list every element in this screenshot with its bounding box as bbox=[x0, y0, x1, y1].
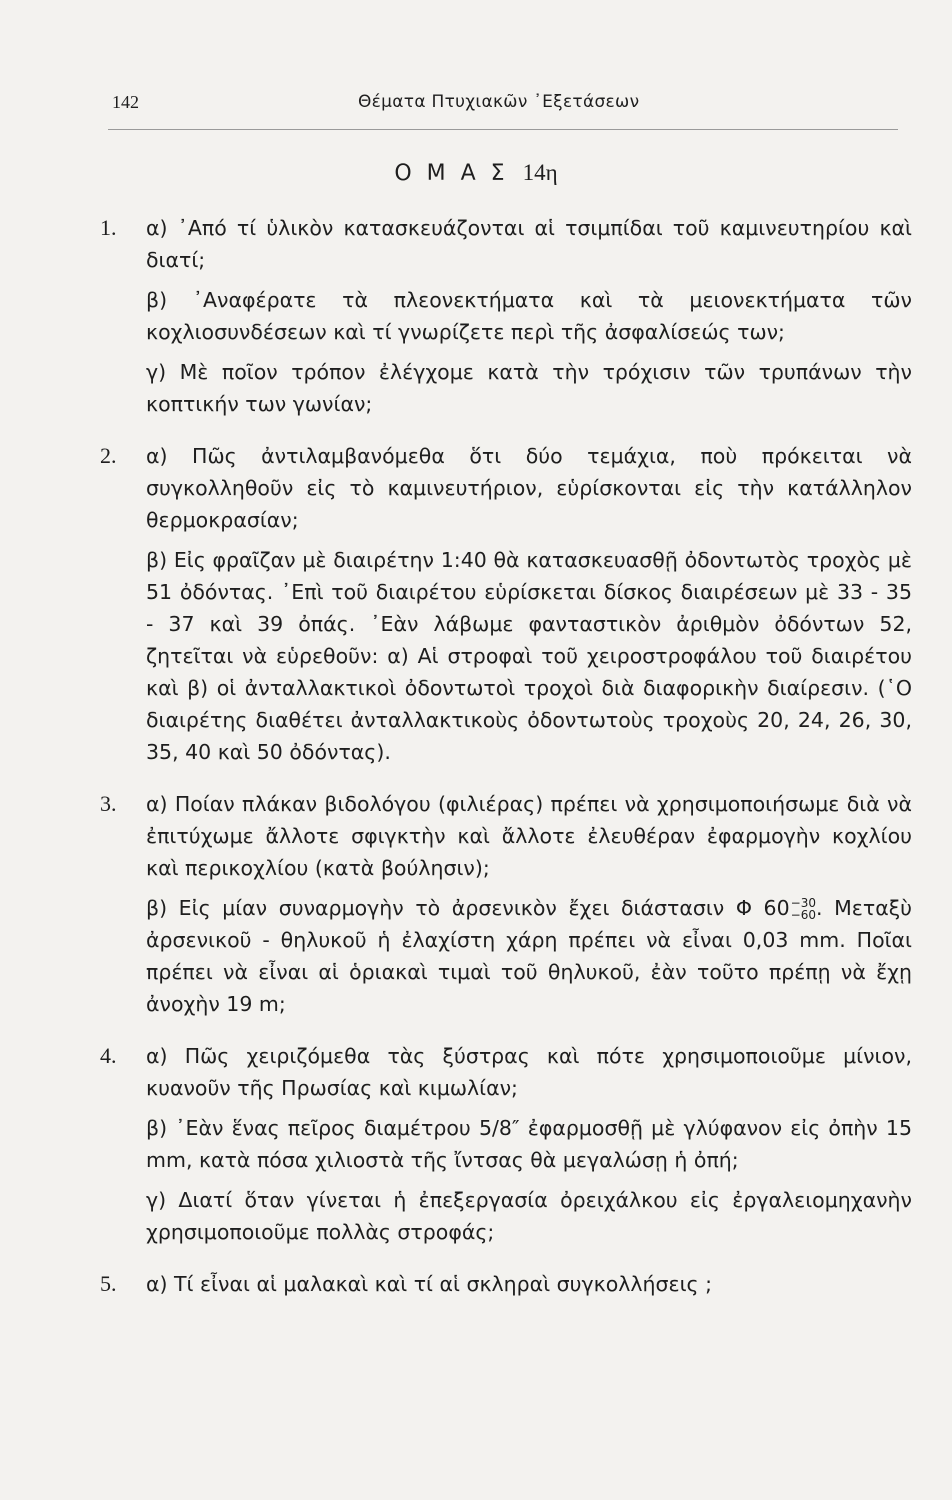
page-header bbox=[108, 92, 883, 120]
tolerance bbox=[791, 897, 816, 921]
header-rule bbox=[108, 129, 898, 130]
question-4 bbox=[100, 1040, 912, 1248]
question-4-part-a: α) Πῶς χειριζόμεθα τὰς ξύστρας καὶ πότε χρησιμοποιοῦμε μίνιον, κυανοῦν τῆς Πρωσίας καὶ κιμωλίαν; bbox=[146, 1044, 912, 1100]
question-number: 2. bbox=[100, 443, 117, 468]
tolerance-upper: −30 bbox=[790, 896, 816, 910]
question-1-part-c: γ) Μὲ ποῖον τρόπον ἐλέγχομε κατὰ τὴν τρόχισιν τῶν τρυπάνων τὴν κοπτικήν των γωνίαν; bbox=[146, 360, 912, 416]
tolerance-lower: −60 bbox=[790, 908, 816, 922]
question-4-part-c: γ) Διατί ὅταν γίνεται ἡ ἐπεξεργασία ὀρειχάλκου εἰς ἐργαλειομηχανὴν χρησιμοποιοῦμε πολλὰς στροφάς; bbox=[146, 1188, 912, 1244]
question-4-part-b: β) ᾿Εὰν ἕνας πεῖρος διαμέτρου 5/8″ ἐφαρμοσθῇ μὲ γλύφανον εἰς ὀπὴν 15 mm, κατὰ πόσα χιλιοστὰ τῆς ἴντσας θὰ μεγαλώσῃ ἡ ὀπή; bbox=[146, 1116, 912, 1172]
group-title bbox=[0, 160, 952, 186]
question-number: 4. bbox=[100, 1043, 117, 1068]
question-2-part-b: β) Εἰς φραῖζαν μὲ διαιρέτην 1:40 θὰ κατασκευασθῇ ὀδοντωτὸς τροχὸς μὲ 51 ὀδόντας. ᾿Επὶ τοῦ διαιρέτου εὑρίσκεται δίσκος διαιρέσεων μὲ 33 - 35 - 37 καὶ 39 ὀπάς. ᾿Εὰν λάβωμε φανταστικὸν ἀριθμὸν ὀδόντων 52, ζητεῖται νὰ εὑρεθοῦν: α) Αἱ στροφαὶ τοῦ χειροστροφάλου τοῦ διαιρέτου καὶ β) οἱ ἀνταλλακτικοὶ ὀδοντωτοὶ τροχοὶ διὰ διαφορικὴν διαίρεσιν. (῾Ο διαιρέτης διαθέτει ἀνταλλακτικοὺς ὀδοντωτοὺς τροχοὺς 20, 24, 26, 30, 35, 40 καὶ 50 ὀδόντας). bbox=[146, 548, 912, 764]
running-title: Θέματα Πτυχιακῶν ᾿Εξετάσεων bbox=[358, 92, 640, 112]
question-2 bbox=[100, 440, 912, 768]
question-3-part-b-lead: β) Εἰς μίαν συναρμογὴν τὸ ἀρσενικὸν ἔχει διάστασιν Φ 60 bbox=[146, 896, 790, 920]
question-5 bbox=[100, 1268, 912, 1300]
question-3-part-b-rest: . Μεταξὺ ἀρσενικοῦ - θηλυκοῦ ἡ ἐλαχίστη χάρη πρέπει νὰ εἶναι 0,03 mm. Ποῖαι πρέπει νὰ εἶναι αἱ ὁριακαὶ τιμαὶ τοῦ θηλυκοῦ, ἐὰν τοῦτο πρέπῃ νὰ ἔχῃ ἀνοχὴν 19 m; bbox=[146, 896, 912, 1016]
question-list bbox=[100, 212, 912, 1320]
question-1 bbox=[100, 212, 912, 420]
question-3-part-b bbox=[146, 892, 912, 1020]
group-title-number: 14η bbox=[522, 160, 558, 185]
question-number: 5. bbox=[100, 1271, 117, 1296]
question-3 bbox=[100, 788, 912, 1020]
group-title-label: Ο Μ Α Σ bbox=[394, 161, 509, 186]
question-1-part-a: α) ᾿Από τί ὑλικὸν κατασκευάζονται αἱ τσιμπίδαι τοῦ καμινευτηρίου καὶ διατί; bbox=[146, 216, 912, 272]
question-1-part-b: β) ᾿Αναφέρατε τὰ πλεονεκτήματα καὶ τὰ μειονεκτήματα τῶν κοχλιοσυνδέσεων καὶ τί γνωρίζετε περὶ τῆς ἀσφαλίσεώς των; bbox=[146, 288, 912, 344]
question-number: 1. bbox=[100, 215, 117, 240]
page-number: 142 bbox=[112, 92, 139, 112]
question-5-part-a: α) Τί εἶναι αἱ μαλακαὶ καὶ τί αἱ σκληραὶ συγκολλήσεις ; bbox=[146, 1272, 712, 1296]
question-2-part-a: α) Πῶς ἀντιλαμβανόμεθα ὅτι δύο τεμάχια, ποὺ πρόκειται νὰ συγκολληθοῦν εἰς τὸ καμινευτήριον, εὑρίσκονται εἰς τὴν κατάλληλον θερμοκρασίαν; bbox=[146, 444, 912, 532]
question-3-part-a: α) Ποίαν πλάκαν βιδολόγου (φιλιέρας) πρέπει νὰ χρησιμοποιήσωμε διὰ νὰ ἐπιτύχωμε ἄλλοτε σφιγκτὴν καὶ ἄλλοτε ἐλευθέραν ἐφαρμογὴν κοχλίου καὶ περικοχλίου (κατὰ βούλησιν); bbox=[146, 792, 912, 880]
question-number: 3. bbox=[100, 791, 117, 816]
